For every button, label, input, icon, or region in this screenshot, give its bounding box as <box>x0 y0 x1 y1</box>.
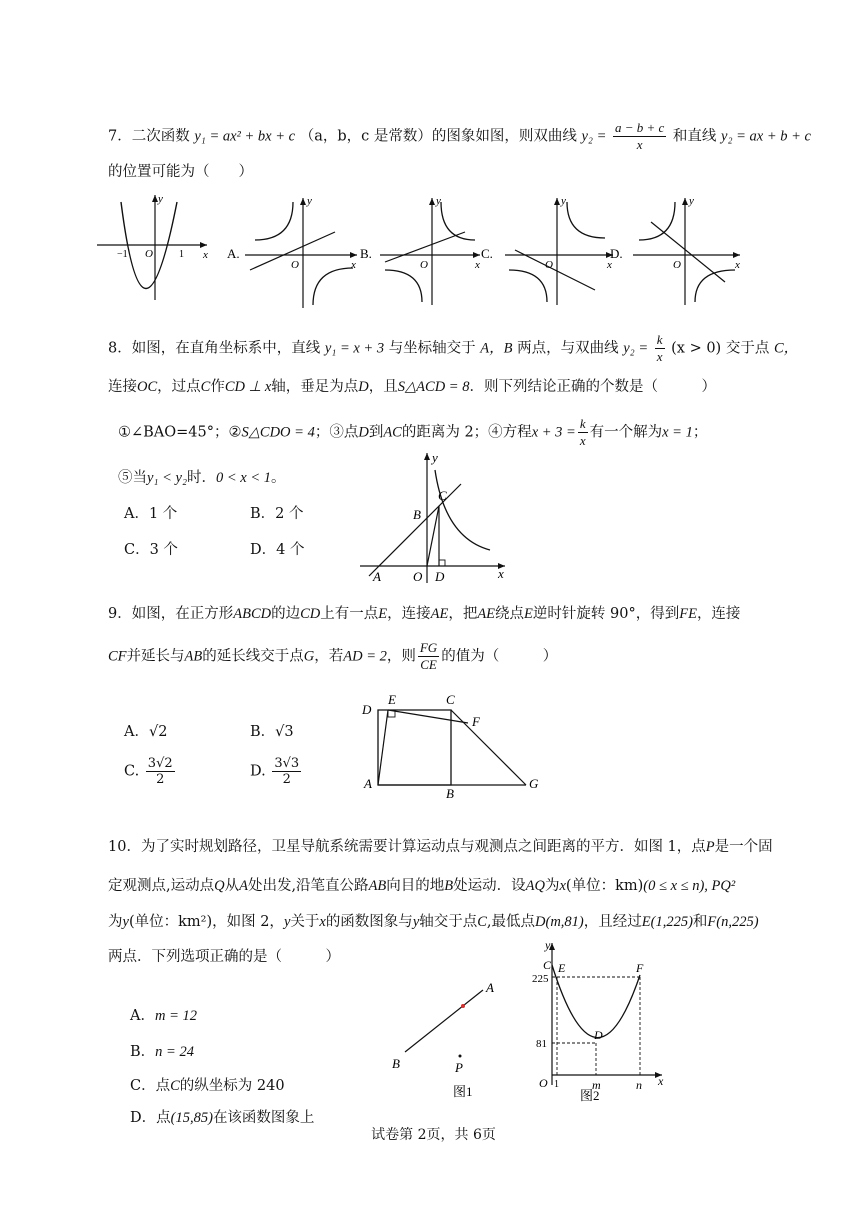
q9-option-c[interactable]: C. $\frac{3√2}{2}$ <box>124 756 173 787</box>
page-footer: 试卷第 2页，共 6页 <box>371 1127 496 1143</box>
q10-option-a[interactable]: A．m = 12 <box>130 1008 197 1024</box>
q8-label-a: A <box>373 569 381 584</box>
q7-line1: 7．二次函数 y₁ = ax² + bx + c （a，b，c 是常数）的图象如图，则双曲线 y₂ = $\frac{a - b + c}{x}$ 和直线 y₂ = ax + b + c <box>108 120 811 152</box>
q8-label-c: C <box>438 488 447 503</box>
svg-text:O: O <box>545 259 553 271</box>
q10-option-d[interactable]: D．点(15,85)在该函数图象上 <box>130 1110 315 1126</box>
svg-text:y: y <box>436 195 441 207</box>
q8-statements-1-4: ①∠BAO=45°；②S△CDO = 4；③点D到AC的距离为 2；④方程x + 3 = $\frac{k}{x}$ 有一个解为x = 1； <box>118 416 708 448</box>
svg-text:O: O <box>673 259 681 271</box>
fig2-tick-81: 81 <box>536 1038 547 1050</box>
q7-option-b-label: B. <box>360 246 372 261</box>
q9-label-g: G <box>529 776 539 791</box>
fig2-tick-225: 225 <box>532 973 549 985</box>
svg-text:x: x <box>351 259 356 271</box>
q7-axis-y: y <box>158 193 163 205</box>
q9-line2: CF并延长与AB的延长线交于点G，若AD = 2，则 $\frac{FG}{CE}$ 的值为（ ） <box>108 640 558 672</box>
q10-option-c[interactable]: C．点C的纵坐标为 240 <box>130 1078 285 1094</box>
q8-figure <box>355 448 515 588</box>
q9-option-b[interactable]: B．√3 <box>250 724 294 740</box>
q9-label-c: C <box>446 692 455 707</box>
q8-label-o: O <box>413 569 423 584</box>
fig2-label-c: C <box>543 958 552 972</box>
q9-label-a: A <box>364 776 372 791</box>
q7-option-d-label: D. <box>610 246 623 261</box>
q9-line1: 9．如图，在正方形ABCD的边CD上有一点E，连接AE，把AE绕点E逆时针旋转 90°，得到FE，连接 <box>108 606 741 622</box>
svg-text:O: O <box>420 259 428 271</box>
fig1-label-p: P <box>455 1060 463 1075</box>
q10-option-b[interactable]: B．n = 24 <box>130 1044 194 1060</box>
svg-text:y: y <box>689 195 694 207</box>
fig2-label-e: E <box>558 961 566 975</box>
q8-label-b: B <box>413 507 421 522</box>
q9-option-d[interactable]: D. $\frac{3√3}{2}$ <box>250 756 300 787</box>
q7-option-c-label: C. <box>481 246 493 261</box>
q8-axis-x: x <box>498 566 504 581</box>
q10-figure-1 <box>380 970 510 1105</box>
fig2-axis-x: x <box>658 1074 664 1088</box>
q9-label-f: F <box>472 714 480 729</box>
q10-line1: 10．为了实时规划路径，卫星导航系统需要计算运动点与观测点之间距离的平方．如图 1，点P是一个固 <box>108 839 773 855</box>
q7-origin: O <box>145 248 153 260</box>
q8-option-a[interactable]: A．1 个 <box>124 506 178 522</box>
fig2-label-d: D <box>594 1028 603 1042</box>
fig1-label-a: A <box>486 980 494 995</box>
q9-label-e: E <box>388 692 396 707</box>
q9-label-b: B <box>446 786 454 800</box>
q7-line2: 的位置可能为（ ） <box>108 164 253 180</box>
q7-axis-x: x <box>203 249 208 261</box>
q7-option-a-label: A. <box>227 246 240 261</box>
svg-text:y: y <box>561 195 566 207</box>
q7-option-c-graph <box>481 195 613 305</box>
q10-line4: 两点．下列选项正确的是（ ） <box>108 949 340 965</box>
fig2-tick-m: m <box>592 1078 601 1092</box>
q10-figure-2 <box>532 935 672 1105</box>
q8-option-b[interactable]: B．2 个 <box>250 506 304 522</box>
svg-text:x: x <box>607 259 612 271</box>
svg-text:x: x <box>735 259 740 271</box>
q10-line3: 为y(单位：km²)，如图 2，y关于x的函数图象与y轴交于点C,最低点D(m,81)，且经过E(1,225)和F(n,225) <box>108 914 759 930</box>
fig2-tick-1: 1 <box>554 1079 559 1090</box>
fig1-caption: 图1 <box>453 1084 473 1099</box>
svg-text:x: x <box>475 259 480 271</box>
q7-figures <box>95 190 755 310</box>
q7-option-a-graph <box>227 195 357 308</box>
q7-fraction: $\frac{a - b + c}{x}$ <box>614 120 665 152</box>
fig1-label-b: B <box>392 1056 400 1071</box>
fig2-label-o: O <box>539 1076 548 1090</box>
q8-option-d[interactable]: D．4 个 <box>250 542 305 558</box>
q7-parabola-graph <box>97 193 208 300</box>
svg-text:y: y <box>307 195 312 207</box>
q10-line2: 定观测点,运动点Q从A处出发,沿笔直公路AB向目的地B处运动．设AQ为x(单位：km)(0 ≤ x ≤ n), PQ² <box>108 878 736 894</box>
q8-option-c[interactable]: C．3 个 <box>124 542 178 558</box>
fig2-axis-y: y <box>545 938 551 952</box>
q7-tick-neg1: −1 <box>117 249 128 260</box>
fig2-label-f: F <box>636 961 644 975</box>
q9-option-a[interactable]: A．√2 <box>124 724 168 740</box>
q8-line1: 8．如图，在直角坐标系中，直线 y₁ = x + 3 与坐标轴交于 A，B 两点，与双曲线 y₂ = $\frac{k}{x}$ (x > 0) 交于点 C， <box>108 332 799 364</box>
q8-axis-y: y <box>432 450 438 465</box>
q9-label-d: D <box>362 702 372 717</box>
q7-tick-1: 1 <box>179 249 184 260</box>
q8-statement-5: ⑤当y₁ < y₂时．0 < x < 1。 <box>118 470 286 486</box>
q9-figure <box>358 690 548 800</box>
q7-option-b-graph <box>360 195 480 305</box>
fig2-caption: 图2 <box>580 1088 600 1103</box>
q8-line2: 连接OC，过点C作CD ⊥ x轴，垂足为点D，且S△ACD = 8．则下列结论正确的个数是（ ） <box>108 379 716 395</box>
q8-label-d: D <box>435 569 445 584</box>
svg-text:O: O <box>291 259 299 271</box>
q7-option-d-graph <box>610 195 740 305</box>
fig2-tick-n: n <box>636 1078 642 1092</box>
